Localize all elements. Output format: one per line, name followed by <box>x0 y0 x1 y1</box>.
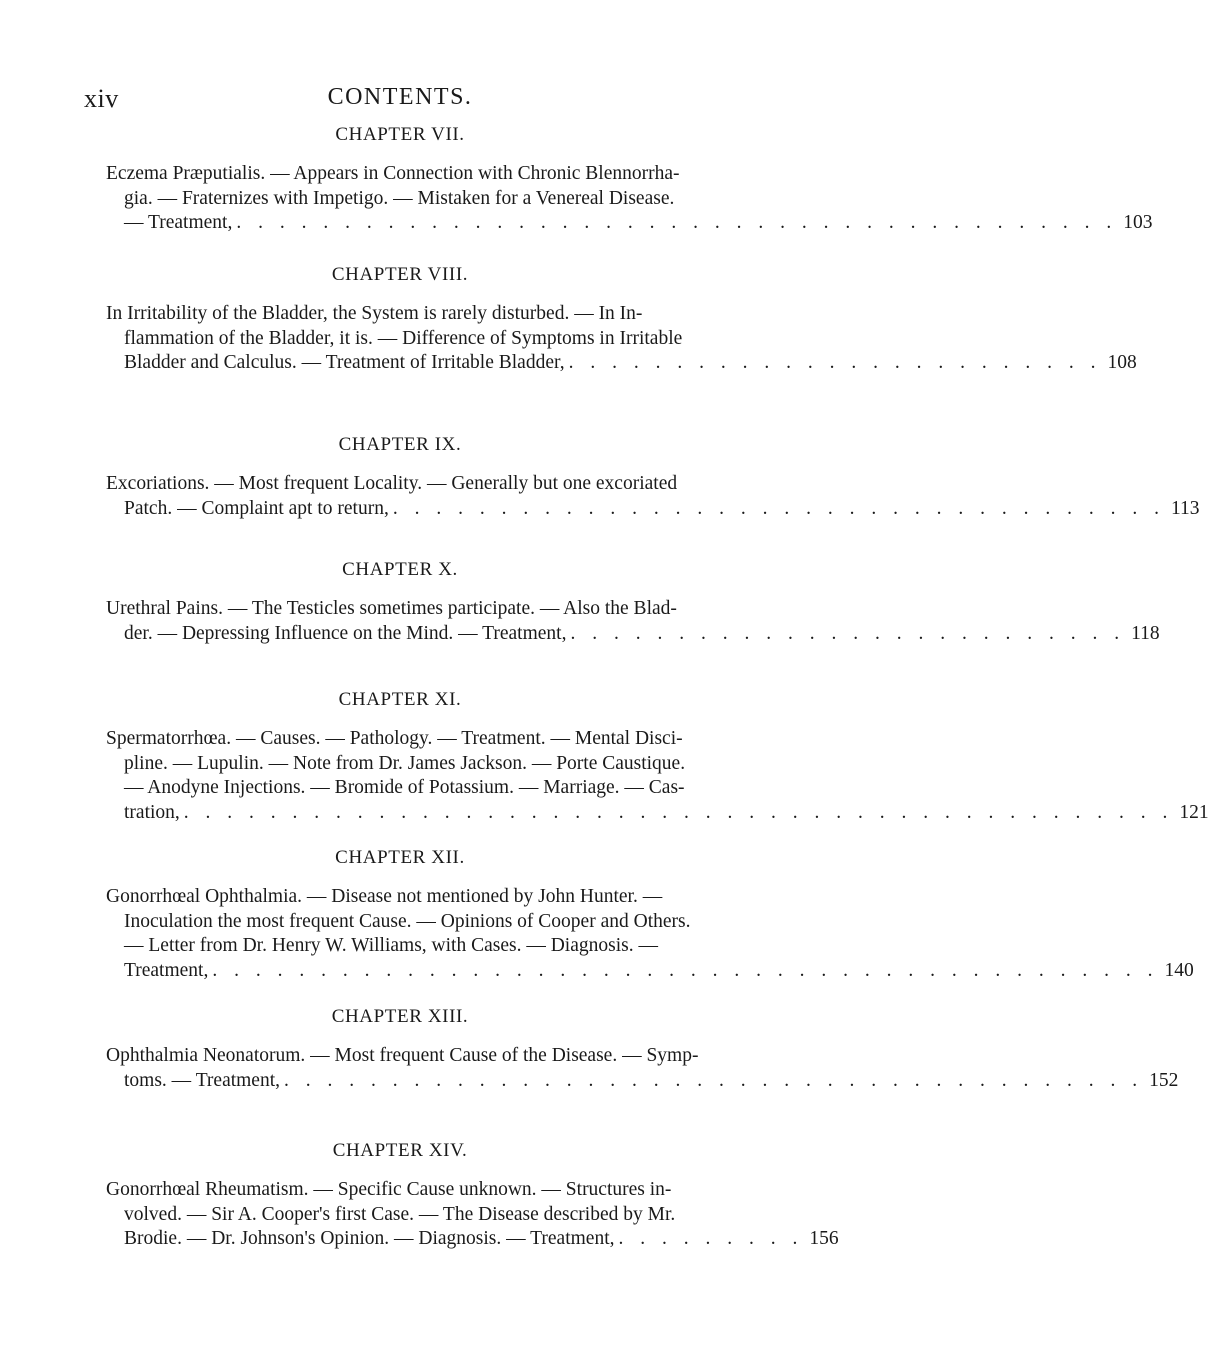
entry-line: — Anodyne Injections. — Bromide of Potassium. — Marriage. — Cas- <box>124 777 685 798</box>
chapter-entry <box>106 162 1153 236</box>
page-number: 113 <box>1170 497 1200 519</box>
chapter-heading: CHAPTER XI. <box>338 689 462 710</box>
entry-line: Ophthalmia Neonatorum. — Most frequent Cause of the Disease. — Symp- <box>106 1045 699 1066</box>
entry-line: — Letter from Dr. Henry W. Williams, with Cases. — Diagnosis. — <box>124 935 658 956</box>
chapter-heading: CHAPTER XIII. <box>331 1006 469 1027</box>
entry-last-line <box>106 351 1137 376</box>
entry-last-line <box>106 497 1200 522</box>
entry-line: Treatment, <box>124 959 209 981</box>
dot-leader: . . . . . . . . . . . . . . . . . . . . . . . . . . . . . . . . . . . . . . . . . . . . <box>212 959 1159 981</box>
chapter-xii <box>0 845 1194 983</box>
chapter-entry <box>106 1044 1179 1093</box>
chapter-viii <box>0 262 1137 376</box>
dot-leader: . . . . . . . . . . . . . . . . . . . . . . . . . . . . . . . . . . . . . . . . . <box>236 212 1118 233</box>
dot-leader: . . . . . . . . . <box>618 1228 804 1249</box>
dot-leader: . . . . . . . . . . . . . . . . . . . . . . . . . . <box>570 622 1126 644</box>
entry-line: tration, <box>124 801 180 823</box>
chapter-x <box>0 557 1160 646</box>
dot-leader: . . . . . . . . . . . . . . . . . . . . . . . . . <box>568 352 1102 373</box>
entry-line: Urethral Pains. — The Testicles sometimes participate. — Also the Blad- <box>106 598 677 619</box>
entry-line: Gonorrhœal Ophthalmia. — Disease not mentioned by John Hunter. — <box>106 886 663 907</box>
chapter-entry <box>106 1178 839 1252</box>
page-number: 108 <box>1107 352 1137 373</box>
entry-last-line <box>106 211 1153 236</box>
chapter-ix <box>0 432 1200 521</box>
entry-last-line <box>106 622 1160 647</box>
entry-line: In Irritability of the Bladder, the System is rarely disturbed. — In In- <box>106 303 643 324</box>
entry-line: toms. — Treatment, <box>124 1069 281 1091</box>
entry-line: flammation of the Bladder, it is. — Difference of Symptoms in Irritable <box>124 327 683 349</box>
entry-line: Spermatorrhœa. — Causes. — Pathology. — Treatment. — Mental Disci- <box>106 728 683 749</box>
page-number: 156 <box>809 1228 839 1249</box>
page-number: 121 <box>1179 801 1209 823</box>
page-number: 152 <box>1149 1069 1179 1091</box>
dot-leader: . . . . . . . . . . . . . . . . . . . . . . . . . . . . . . . . . . . . <box>392 497 1165 519</box>
page-number: 118 <box>1131 622 1160 644</box>
chapter-vii <box>0 122 1153 236</box>
chapter-heading: CHAPTER X. <box>342 559 458 580</box>
chapter-heading: CHAPTER VII. <box>335 124 465 145</box>
chapter-xi <box>0 687 1209 825</box>
chapter-xiii <box>0 1004 1179 1093</box>
entry-line: pline. — Lupulin. — Note from Dr. James Jackson. — Porte Caustique. <box>124 752 686 774</box>
chapter-entry <box>106 472 1200 521</box>
chapter-xiv <box>0 1138 839 1252</box>
entry-line: — Treatment, <box>124 212 233 233</box>
entry-line: gia. — Fraternizes with Impetigo. — Mistaken for a Venereal Disease. <box>124 187 675 209</box>
chapter-entry <box>106 885 1194 983</box>
chapter-entry <box>106 727 1209 825</box>
entry-last-line <box>106 1227 839 1252</box>
entry-line: Bladder and Calculus. — Treatment of Irritable Bladder, <box>124 352 565 373</box>
chapter-entry <box>106 302 1137 376</box>
entry-line: Eczema Præputialis. — Appears in Connection with Chronic Blennorrha- <box>106 163 680 184</box>
entry-last-line <box>106 959 1194 984</box>
chapter-heading: CHAPTER XIV. <box>332 1140 468 1161</box>
entry-line: volved. — Sir A. Cooper's first Case. — The Disease described by Mr. <box>124 1203 676 1225</box>
entry-line: Patch. — Complaint apt to return, <box>124 497 389 519</box>
entry-line: Brodie. — Dr. Johnson's Opinion. — Diagnosis. — Treatment, <box>124 1228 615 1249</box>
entry-line: Excoriations. — Most frequent Locality. — Generally but one excoriated <box>106 473 678 494</box>
page-number: 103 <box>1123 212 1153 233</box>
running-head: CONTENTS. <box>327 84 473 110</box>
chapter-heading: CHAPTER VIII. <box>331 264 469 285</box>
entry-last-line <box>106 801 1209 826</box>
entry-line: der. — Depressing Influence on the Mind. — Treatment, <box>124 622 567 644</box>
entry-line: Inoculation the most frequent Cause. — Opinions of Cooper and Others. <box>124 910 691 932</box>
page-header <box>0 84 800 114</box>
page-folio: xiv <box>84 84 119 113</box>
page-number: 140 <box>1164 959 1194 981</box>
dot-leader: . . . . . . . . . . . . . . . . . . . . . . . . . . . . . . . . . . . . . . . . <box>284 1069 1144 1091</box>
chapter-entry <box>106 597 1160 646</box>
dot-leader: . . . . . . . . . . . . . . . . . . . . . . . . . . . . . . . . . . . . . . . . . . . . . . <box>183 801 1174 823</box>
chapter-heading: CHAPTER XII. <box>335 847 465 868</box>
entry-last-line <box>106 1069 1179 1094</box>
chapter-heading: CHAPTER IX. <box>338 434 462 455</box>
entry-line: Gonorrhœal Rheumatism. — Specific Cause unknown. — Structures in- <box>106 1179 672 1200</box>
